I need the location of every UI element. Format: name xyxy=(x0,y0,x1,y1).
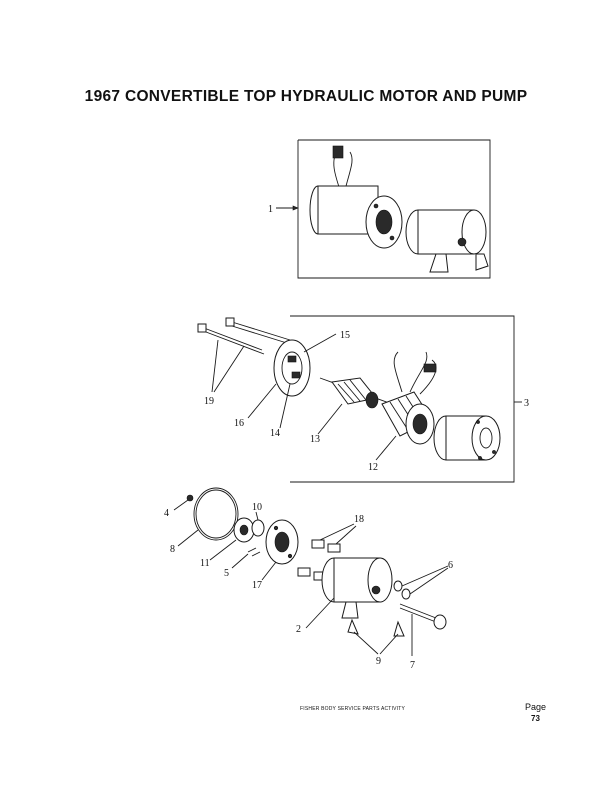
svg-text:12: 12 xyxy=(368,462,378,473)
pins-5 xyxy=(232,548,260,568)
svg-text:2: 2 xyxy=(296,624,301,635)
plug-4 xyxy=(174,495,193,510)
callout-3 xyxy=(524,398,529,409)
svg-text:18: 18 xyxy=(354,514,364,525)
callout-12 xyxy=(368,462,378,473)
washers-6 xyxy=(394,566,448,599)
callout-2 xyxy=(296,624,301,635)
footer-activity: FISHER BODY SERVICE PARTS ACTIVITY xyxy=(300,706,406,712)
callout-6 xyxy=(448,560,453,571)
svg-text:3: 3 xyxy=(524,398,529,409)
svg-text:13: 13 xyxy=(310,434,320,445)
callout-1 xyxy=(268,204,298,215)
callout-9 xyxy=(376,656,381,667)
valve-7 xyxy=(400,604,446,656)
motor-pump-assembly xyxy=(310,146,488,272)
svg-text:10: 10 xyxy=(252,502,262,513)
svg-text:16: 16 xyxy=(234,418,244,429)
svg-text:15: 15 xyxy=(340,330,350,341)
callout-16 xyxy=(234,418,244,429)
armature-13 xyxy=(318,378,392,434)
page-title: 1967 CONVERTIBLE TOP HYDRAULIC MOTOR AND PUMP xyxy=(84,88,528,105)
svg-text:6: 6 xyxy=(448,560,453,571)
callout-19 xyxy=(204,396,214,407)
svg-text:9: 9 xyxy=(376,656,381,667)
callout-4 xyxy=(164,508,169,519)
svg-text:11: 11 xyxy=(200,558,210,569)
end-cap-16 xyxy=(248,334,336,428)
end-frame xyxy=(434,416,500,460)
gear-11 xyxy=(210,518,254,560)
svg-text:14: 14 xyxy=(270,428,280,439)
svg-text:7: 7 xyxy=(410,660,415,671)
callout-5 xyxy=(224,568,229,579)
page-label: Page xyxy=(525,702,547,712)
svg-text:17: 17 xyxy=(252,580,262,591)
gear-10 xyxy=(252,512,264,536)
callout-18 xyxy=(354,514,364,525)
callout-10 xyxy=(252,502,262,513)
svg-text:4: 4 xyxy=(164,508,169,519)
callout-13 xyxy=(310,434,320,445)
svg-text:1: 1 xyxy=(268,204,273,215)
field-frame-12 xyxy=(376,352,436,460)
pump-body-17 xyxy=(262,520,298,580)
callout-8 xyxy=(170,544,175,555)
svg-text:8: 8 xyxy=(170,544,175,555)
callout-11 xyxy=(200,558,210,569)
reservoir-2 xyxy=(306,558,392,628)
cushions-9 xyxy=(348,620,404,654)
callout-7 xyxy=(410,660,415,671)
page-number: 73 xyxy=(531,714,540,723)
svg-text:19: 19 xyxy=(204,396,214,407)
callout-14 xyxy=(270,428,280,439)
svg-text:5: 5 xyxy=(224,568,229,579)
callout-17 xyxy=(252,580,262,591)
callout-15 xyxy=(340,330,350,341)
